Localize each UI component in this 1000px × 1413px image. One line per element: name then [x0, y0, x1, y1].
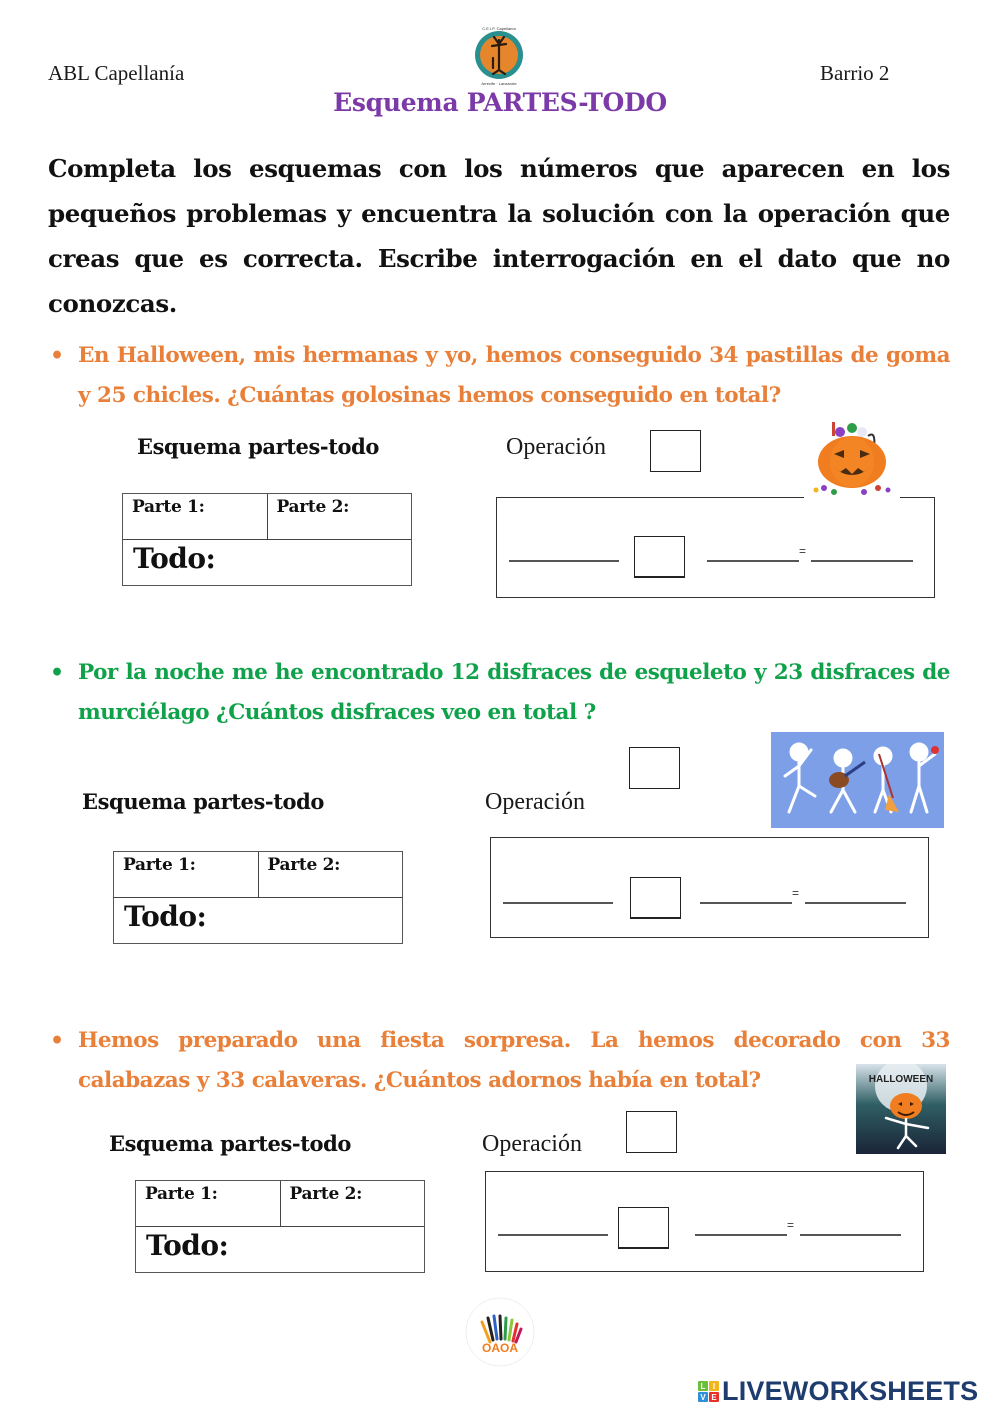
- parts-whole-table-2: [113, 851, 403, 944]
- liveworksheets-wordmark: LIVEWORKSHEETS: [722, 1376, 979, 1406]
- operator-input[interactable]: [618, 1207, 669, 1249]
- part-2-cell[interactable]: Parte 2:: [267, 494, 412, 539]
- part-2-cell[interactable]: Parte 2:: [258, 852, 403, 897]
- operand-1-blank[interactable]: [503, 902, 613, 904]
- result-blank[interactable]: [805, 902, 906, 904]
- operand-1-blank[interactable]: [498, 1234, 608, 1236]
- part-1-cell[interactable]: Parte 1:: [145, 1184, 218, 1204]
- operand-2-blank[interactable]: [707, 560, 799, 562]
- scheme-title-1: Esquema partes-todo: [137, 434, 380, 459]
- whole-cell[interactable]: Todo:: [133, 542, 216, 575]
- pumpkin-candy-bucket-icon: [804, 418, 900, 498]
- class-name: Barrio 2: [820, 61, 890, 85]
- operand-1-blank[interactable]: [509, 560, 619, 562]
- svg-text:HALLOWEEN: HALLOWEEN: [868, 1074, 934, 1085]
- part-2-cell[interactable]: Parte 2:: [280, 1181, 425, 1226]
- operator-input[interactable]: [630, 877, 681, 919]
- page-title: Esquema PARTES-TODO: [333, 88, 667, 117]
- operation-label-2: Operación: [485, 789, 585, 815]
- svg-text:C.E.I.P. Capellanía: C.E.I.P. Capellanía: [482, 26, 516, 31]
- part-1-cell[interactable]: Parte 1:: [132, 497, 205, 517]
- operation-frame-2: [490, 837, 929, 938]
- instructions-text: Completa los esquemas con los números que aparecen en los pequeños problemas y encuentra la solución con la operación que creas que es correcta. Escribe interrogación en el dato que no conozcas.: [48, 154, 950, 318]
- operation-sign-input-1[interactable]: [650, 430, 701, 472]
- whole-cell[interactable]: Todo:: [146, 1229, 229, 1262]
- operation-frame-3: [485, 1171, 924, 1272]
- svg-text:OAOA: OAOA: [482, 1341, 518, 1355]
- halloween-pumpkin-skeleton-icon: [856, 1064, 946, 1154]
- bullet-icon: •: [50, 660, 64, 686]
- whole-cell[interactable]: Todo:: [124, 900, 207, 933]
- svg-text:Arrecife · Lanzarote: Arrecife · Lanzarote: [481, 81, 517, 86]
- equals-sign: =: [787, 1218, 795, 1232]
- equals-sign: =: [799, 544, 807, 558]
- oaoa-logo-icon: [460, 1292, 540, 1372]
- liveworksheets-brand[interactable]: [698, 1376, 978, 1407]
- bullet-icon: •: [50, 1028, 64, 1054]
- bullet-icon: •: [50, 343, 64, 369]
- school-name: ABL Capellanía: [48, 61, 185, 85]
- school-emblem-icon: [466, 22, 532, 88]
- dancing-skeletons-icon: [771, 732, 944, 828]
- operand-2-blank[interactable]: [700, 902, 792, 904]
- problem-3-text: • Hemos preparado una fiesta sorpresa. La hemos decorado con 33 calabazas y 33 calaveras. ¿Cuántos adornos había en total?: [48, 1021, 950, 1101]
- operation-label-3: Operación: [482, 1131, 582, 1157]
- part-1-cell[interactable]: Parte 1:: [123, 855, 196, 875]
- operation-frame-1: [496, 497, 935, 598]
- problem-2-text: • Por la noche me he encontrado 12 disfraces de esqueleto y 23 disfraces de murciélago ¿Cuántos disfraces veo en total ?: [48, 653, 950, 733]
- operation-label-1: Operación: [506, 434, 606, 460]
- parts-whole-table-3: [135, 1180, 425, 1273]
- operation-sign-input-3[interactable]: [626, 1111, 677, 1153]
- result-blank[interactable]: [811, 560, 913, 562]
- result-blank[interactable]: [800, 1234, 901, 1236]
- parts-whole-table-1: [122, 493, 412, 586]
- scheme-title-2: Esquema partes-todo: [82, 789, 325, 814]
- operand-2-blank[interactable]: [695, 1234, 787, 1236]
- equals-sign: =: [792, 886, 800, 900]
- operation-sign-input-2[interactable]: [629, 747, 680, 789]
- operator-input[interactable]: [634, 536, 685, 578]
- live-tiles-icon: L I V E: [698, 1381, 719, 1402]
- scheme-title-3: Esquema partes-todo: [109, 1131, 352, 1156]
- problem-1-text: • En Halloween, mis hermanas y yo, hemos conseguido 34 pastillas de goma y 25 chicles. ¿Cuántas golosinas hemos conseguido en total?: [48, 336, 950, 416]
